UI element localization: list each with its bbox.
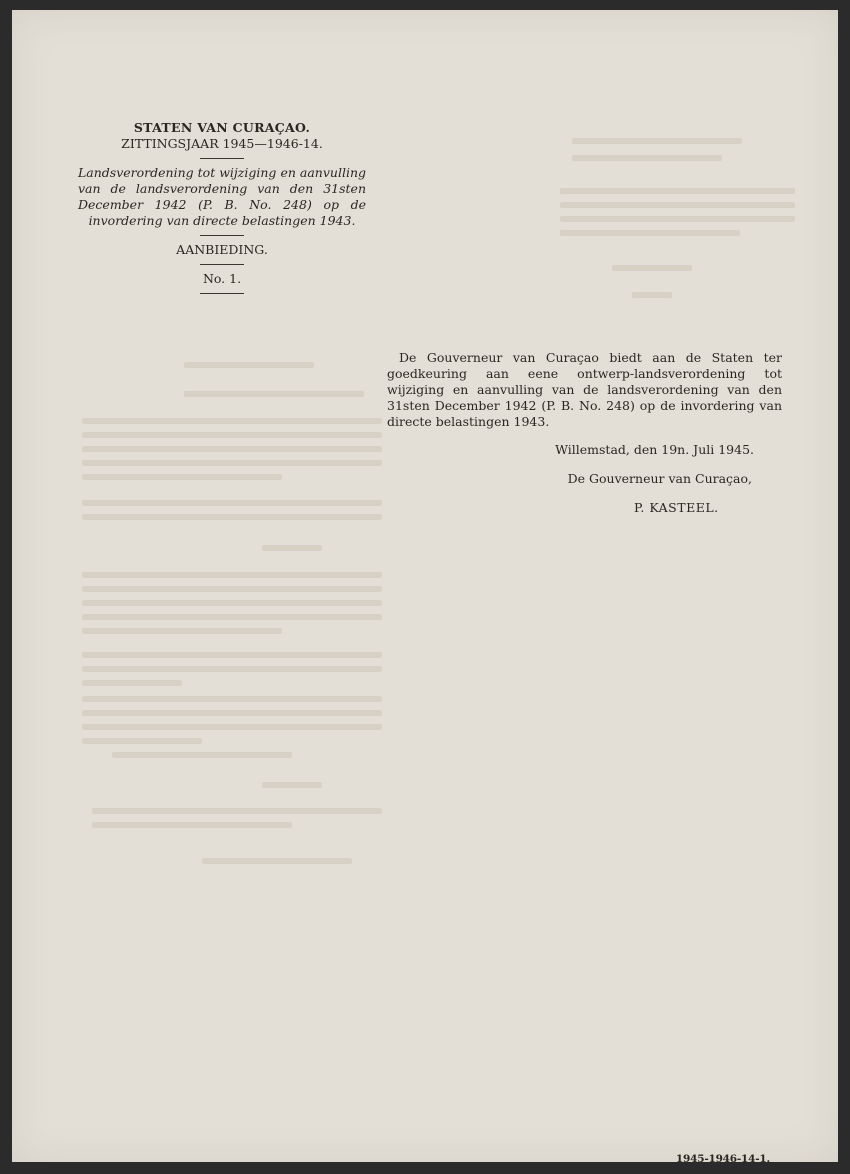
ordinance-subject: Landsverordening tot wijziging en aanvulling van de landsverordening van den 31sten December 1942 (P. B. No. 248) op de invordering van directe belastingen 1943. (78, 165, 366, 228)
document-header (72, 120, 372, 300)
document-number: No. 1. (202, 271, 242, 286)
presentation-text (387, 350, 782, 430)
governor-title: De Gouverneur van Curaçao, (567, 471, 752, 486)
divider (200, 293, 244, 294)
document-code: 1945-1946-14-1. (675, 1153, 770, 1165)
place-and-date: Willemstad, den 19n. Juli 1945. (555, 442, 754, 457)
institution-title: STATEN VAN CURAÇAO. (133, 120, 311, 135)
document-type: AANBIEDING. (176, 242, 268, 257)
divider (200, 158, 244, 159)
document-page (12, 10, 838, 1165)
divider (200, 235, 244, 236)
body-paragraph: De Gouverneur van Curaçao biedt aan de Staten ter goedkeuring aan eene ontwerp-landsverordening tot wijziging en aanvulling van de landsverordening van den 31sten December 1942 (P. B. No. 248) op de invordering van directe belastingen 1943. (387, 350, 782, 429)
session-year: ZITTINGSJAAR 1945—1946-14. (121, 136, 323, 151)
signature-name: P. KASTEEL. (634, 500, 719, 515)
divider (200, 264, 244, 265)
